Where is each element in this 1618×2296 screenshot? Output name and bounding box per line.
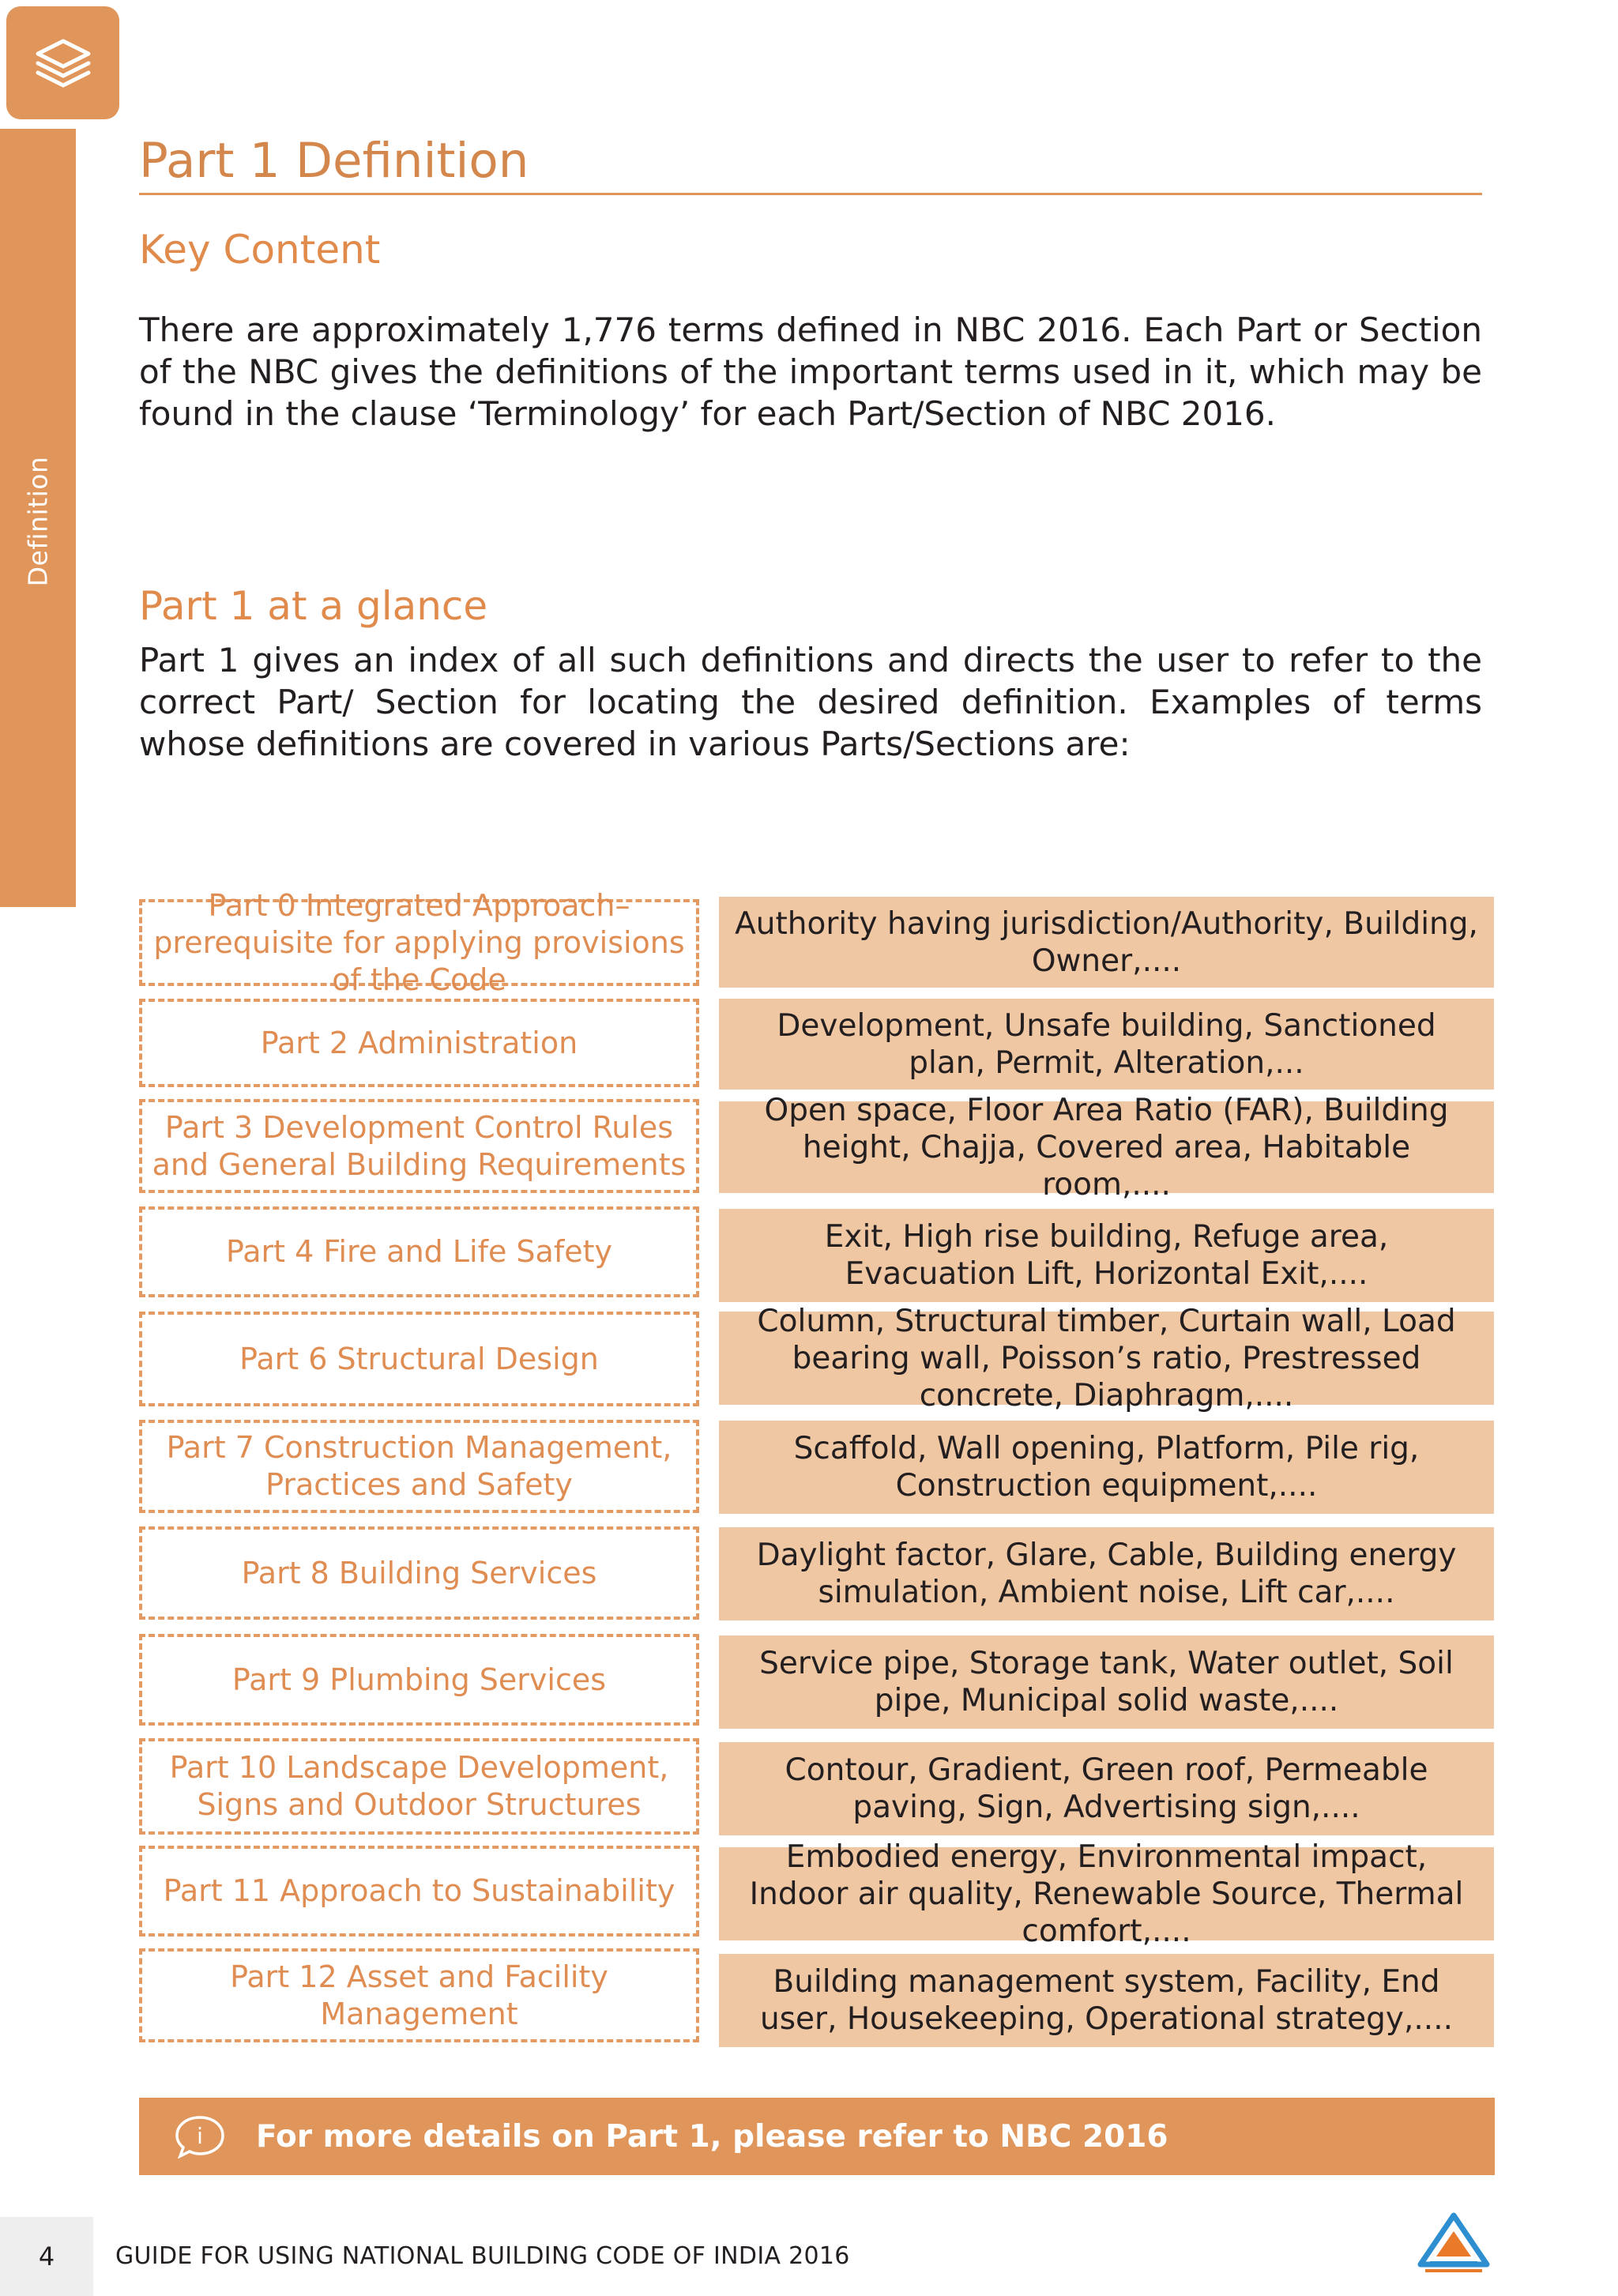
- table-row-part: Part 4 Fire and Life Safety: [139, 1206, 699, 1297]
- section-side-label: Definition: [22, 456, 54, 587]
- table-row-part: Part 11 Approach to Sustainability: [139, 1846, 699, 1937]
- table-row-terms: Authority having jurisdiction/Authority, Building, Owner,....: [719, 897, 1494, 988]
- svg-text:i: i: [197, 2123, 203, 2149]
- info-speech-bubble-icon: [174, 2114, 226, 2159]
- glance-heading: Part 1 at a glance: [139, 583, 488, 629]
- table-row-part: Part 2 Administration: [139, 999, 699, 1087]
- key-content-heading: Key Content: [139, 227, 381, 273]
- table-row-terms: Building management system, Facility, End user, Housekeeping, Operational strategy,....: [719, 1954, 1494, 2047]
- table-row-part: Part 12 Asset and Facility Management: [139, 1948, 699, 2042]
- table-row-terms: Embodied energy, Environmental impact, Indoor air quality, Renewable Source, Thermal comfort,....: [719, 1847, 1494, 1940]
- info-banner-text: For more details on Part 1, please refer to NBC 2016: [256, 2118, 1168, 2155]
- stacked-layers-icon: [32, 32, 95, 95]
- table-row-terms: Open space, Floor Area Ratio (FAR), Building height, Chajja, Covered area, Habitable room,....: [719, 1101, 1494, 1193]
- footer-guide-title: GUIDE FOR USING NATIONAL BUILDING CODE OF INDIA 2016: [115, 2242, 850, 2270]
- table-row-terms: Contour, Gradient, Green roof, Permeable paving, Sign, Advertising sign,....: [719, 1742, 1494, 1835]
- table-row-terms: Column, Structural timber, Curtain wall, Load bearing wall, Poisson’s ratio, Prestressed concrete, Diaphragm,....: [719, 1312, 1494, 1405]
- table-row-part: Part 7 Construction Management, Practices and Safety: [139, 1420, 699, 1513]
- page-number-box: [0, 2217, 93, 2296]
- table-row-terms: Daylight factor, Glare, Cable, Building energy simulation, Ambient noise, Lift car,....: [719, 1527, 1494, 1620]
- title-divider: [139, 193, 1482, 195]
- table-row-terms: Development, Unsafe building, Sanctioned plan, Permit, Alteration,...: [719, 999, 1494, 1090]
- table-row-part: Part 0 Integrated Approach– prerequisite for applying provisions of the Code: [139, 899, 699, 986]
- table-row-part: Part 9 Plumbing Services: [139, 1634, 699, 1726]
- table-row-part: Part 10 Landscape Development, Signs and Outdoor Structures: [139, 1738, 699, 1835]
- layers-logo-tile: [6, 6, 119, 119]
- page-title: Part 1 Definition: [139, 133, 529, 189]
- glance-paragraph: Part 1 gives an index of all such definitions and directs the user to refer to the correct Part/ Section for locating the desired definition. Examples of terms whose definitions are covered in various Parts/Sections are:: [139, 641, 1482, 763]
- table-row-terms: Service pipe, Storage tank, Water outlet, Soil pipe, Municipal solid waste,....: [719, 1635, 1494, 1729]
- table-row-terms: Scaffold, Wall opening, Platform, Pile rig, Construction equipment,....: [719, 1421, 1494, 1514]
- key-content-paragraph: There are approximately 1,776 terms defined in NBC 2016. Each Part or Section of the NBC gives the definitions of the important terms used in it, which may be found in the clause ‘Terminology’ for each Part/Section of NBC 2016.: [139, 311, 1482, 433]
- table-row-part: Part 6 Structural Design: [139, 1312, 699, 1406]
- bis-logo-icon: [1414, 2212, 1493, 2275]
- table-row-terms: Exit, High rise building, Refuge area, Evacuation Lift, Horizontal Exit,....: [719, 1209, 1494, 1302]
- table-row-part: Part 3 Development Control Rules and General Building Requirements: [139, 1099, 699, 1193]
- table-row-part: Part 8 Building Services: [139, 1526, 699, 1620]
- info-banner: [139, 2098, 1495, 2175]
- page-number: 4: [38, 2241, 55, 2272]
